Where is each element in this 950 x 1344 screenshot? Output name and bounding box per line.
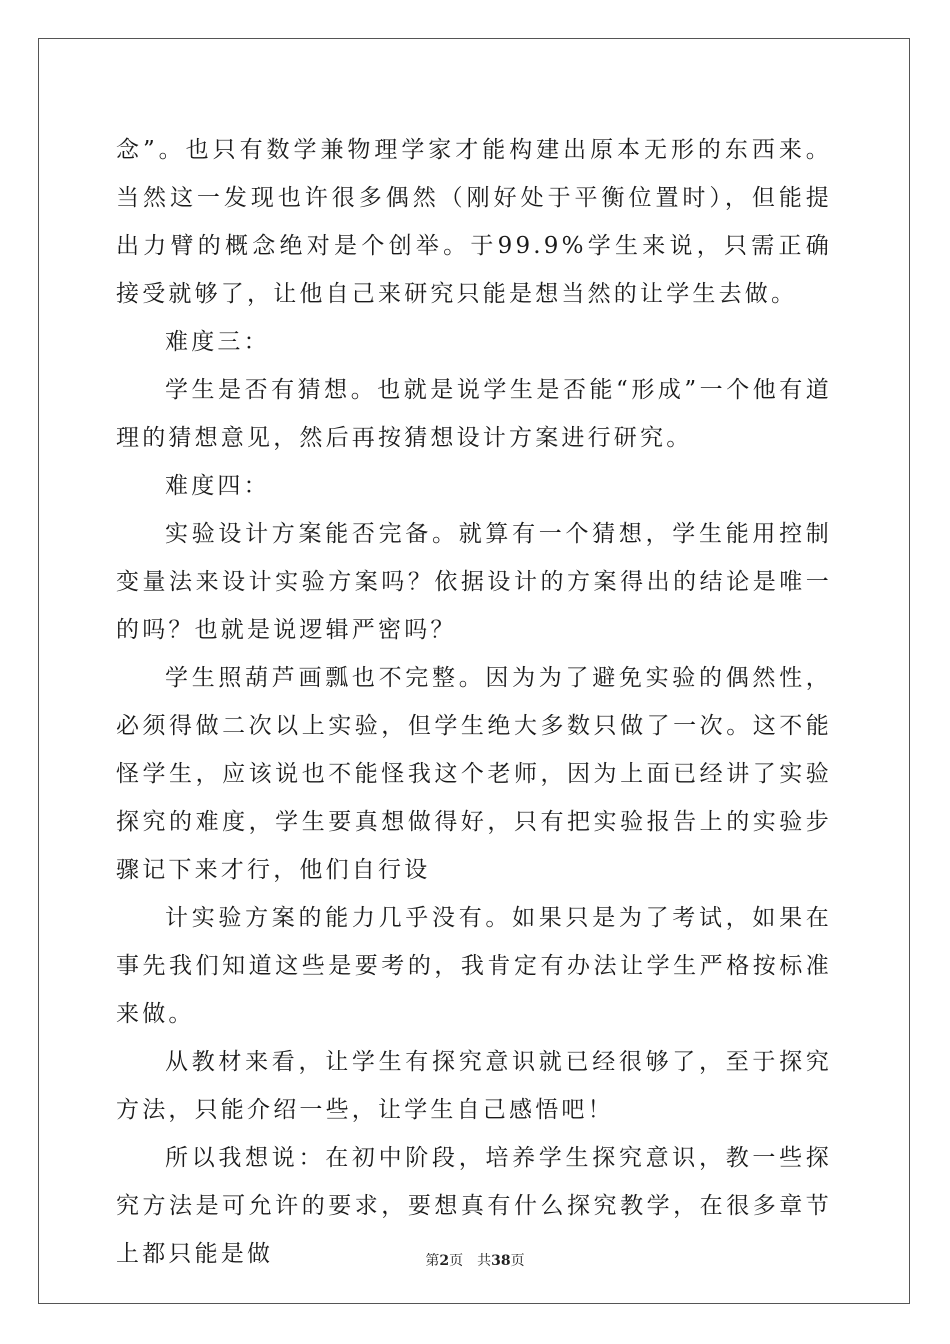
paragraph-8: 从教材来看，让学生有探究意识就已经很够了，至于探究方法，只能介绍一些，让学生自己感悟吧！ (116, 1049, 832, 1123)
paragraph-heading-difficulty-4: 难度四： (165, 473, 270, 499)
page-number: 2 (439, 1253, 450, 1269)
document-body (116, 126, 832, 1278)
paragraph-9: 所以我想说：在初中阶段，培养学生探究意识，教一些探究方法是可允许的要求，要想真有什么探究教学，在很多章节上都只能是做 (116, 1145, 832, 1267)
total-suffix: 页 (510, 1253, 525, 1269)
paragraph-5: 实验设计方案能否完备。就算有一个猜想，学生能用控制变量法来设计实验方案吗？依据设计的方案得出的结论是唯一的吗？也就是说逻辑严密吗？ (116, 521, 832, 643)
paragraph-heading-difficulty-3: 难度三： (165, 329, 270, 355)
paragraph-3: 学生是否有猜想。也就是说学生是否能“形成”一个他有道理的猜想意见，然后再按猜想设计方案进行研究。 (116, 377, 832, 451)
paragraph-1: 念”。也只有数学兼物理学家才能构建出原本无形的东西来。当然这一发现也许很多偶然（刚好处于平衡位置时），但能提出力臂的概念绝对是个创举。于99.9%学生来说，只需正确接受就够了，让他自己来研究只能是想当然的让学生去做。 (116, 137, 832, 307)
page-prefix: 第 (425, 1253, 440, 1269)
paragraph-6: 学生照葫芦画瓢也不完整。因为为了避免实验的偶然性，必须得做二次以上实验，但学生绝大多数只做了一次。这不能怪学生，应该说也不能怪我这个老师，因为上面已经讲了实验探究的难度，学生要真想做得好，只有把实验报告上的实验步骤记下来才行，他们自行设 (116, 665, 832, 883)
total-pages: 38 (491, 1253, 511, 1269)
page-footer (0, 1250, 950, 1270)
total-prefix: 共 (477, 1253, 492, 1269)
page-suffix: 页 (449, 1253, 464, 1269)
paragraph-7: 计实验方案的能力几乎没有。如果只是为了考试，如果在事先我们知道这些是要考的，我肯定有办法让学生严格按标准来做。 (116, 905, 832, 1027)
